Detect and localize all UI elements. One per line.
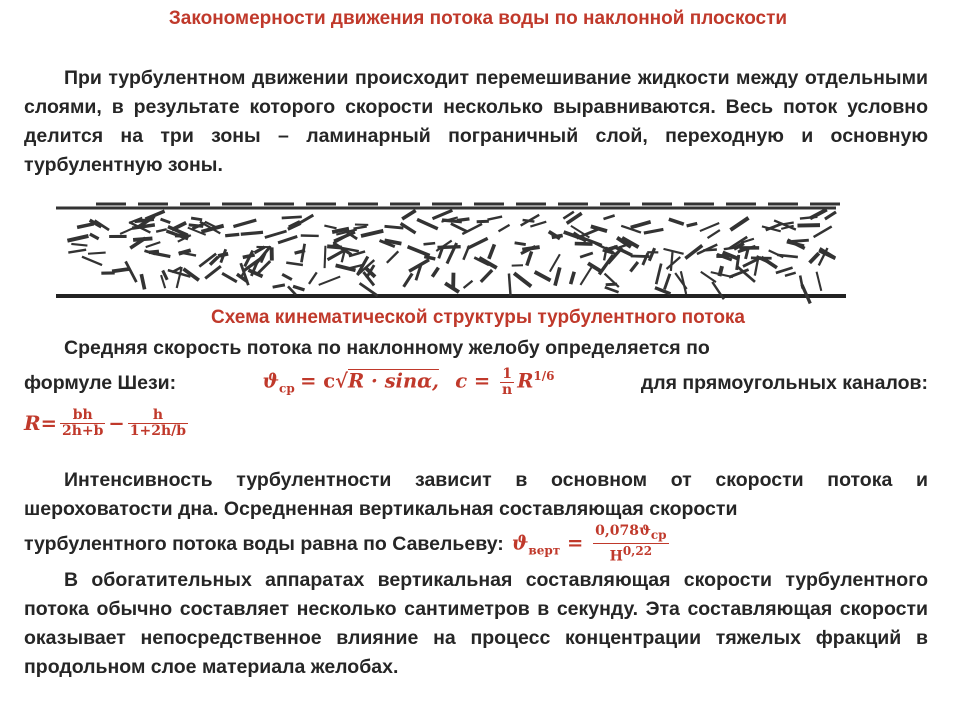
flow-arrow	[241, 232, 263, 234]
flow-arrow	[515, 243, 526, 245]
paragraph-chezy	[24, 334, 928, 443]
flow-arrow	[606, 284, 617, 285]
chezy-label: формуле Шези:	[24, 371, 177, 394]
flow-arrow	[800, 217, 817, 219]
savelyev-formula: $ϑ_{верт}$ = $\frac{0,078ϑ_{ср}}{H^{0,22}}$	[511, 523, 667, 565]
flow-arrow	[243, 255, 255, 257]
flow-arrow	[112, 269, 130, 271]
figure-caption: Схема кинематической структуры турбулентного потока	[210, 307, 745, 328]
turbulent-flow-diagram	[56, 178, 846, 306]
flow-arrow	[282, 217, 302, 218]
flow-arrow	[437, 247, 460, 248]
flow-arrow	[189, 225, 204, 227]
intensity-text: Интенсивность турбулентности зависит в основном от скорости потока и шероховатости дна. Осредненная вертикальная составляющая скорости	[24, 469, 928, 520]
flow-arrow	[442, 220, 462, 222]
flow-arrow	[792, 240, 809, 241]
flow-arrow	[325, 246, 326, 268]
flow-arrow	[719, 266, 722, 276]
channel-text: для прямоугольных каналов:	[640, 371, 928, 394]
paragraph-apparatus	[24, 566, 928, 682]
flow-arrow	[724, 248, 734, 249]
flow-arrow	[191, 218, 202, 220]
apparatus-text: В обогатительных аппаратах вертикальная составляющая скорости турбулентного потока обычно составляет несколько сантиметров в секунду. Эта составляющая скорости оказывает непосредственное влияние на процесс концентрации тяжелых фракций в продольном слое материала желобах.	[24, 569, 928, 678]
flow-arrow	[327, 246, 342, 247]
flow-arrow	[385, 226, 404, 228]
flow-arrow	[477, 221, 489, 222]
chezy-formula: $ϑ_{ср} = c√R \cdot \sin\alpha$, c = $\frac{1}{n}$ $R^{1/6}$	[262, 366, 555, 399]
flow-arrow	[509, 274, 511, 296]
savelyev-text: турбулентного потока воды равна по Савельеву:	[24, 533, 504, 556]
chezy-text: Средняя скорость потока по наклонному желобу определяется по	[64, 337, 710, 359]
paragraph-turbulence	[24, 64, 928, 180]
paragraph-text: При турбулентном движении происходит перемешивание жидкости между отдельными слоями, в результате которого скорости несколько выравниваются. Весь поток условно делится на три зоны – ламинарный пограничный слой, переходную и основную турбулентную зоны.	[24, 67, 928, 176]
flow-arrow	[424, 243, 436, 244]
flow-arrow	[424, 257, 435, 259]
flow-arrow	[88, 253, 106, 254]
flow-arrow	[225, 234, 239, 235]
flow-arrow	[631, 256, 650, 257]
paragraph-intensity	[24, 466, 928, 565]
r-formula: R = $\frac{bh}{2h+b}$ − $\frac{h}{1+2h/b}$	[24, 406, 187, 439]
slide-title: Закономерности движения потока воды по наклонной плоскости	[168, 8, 788, 29]
